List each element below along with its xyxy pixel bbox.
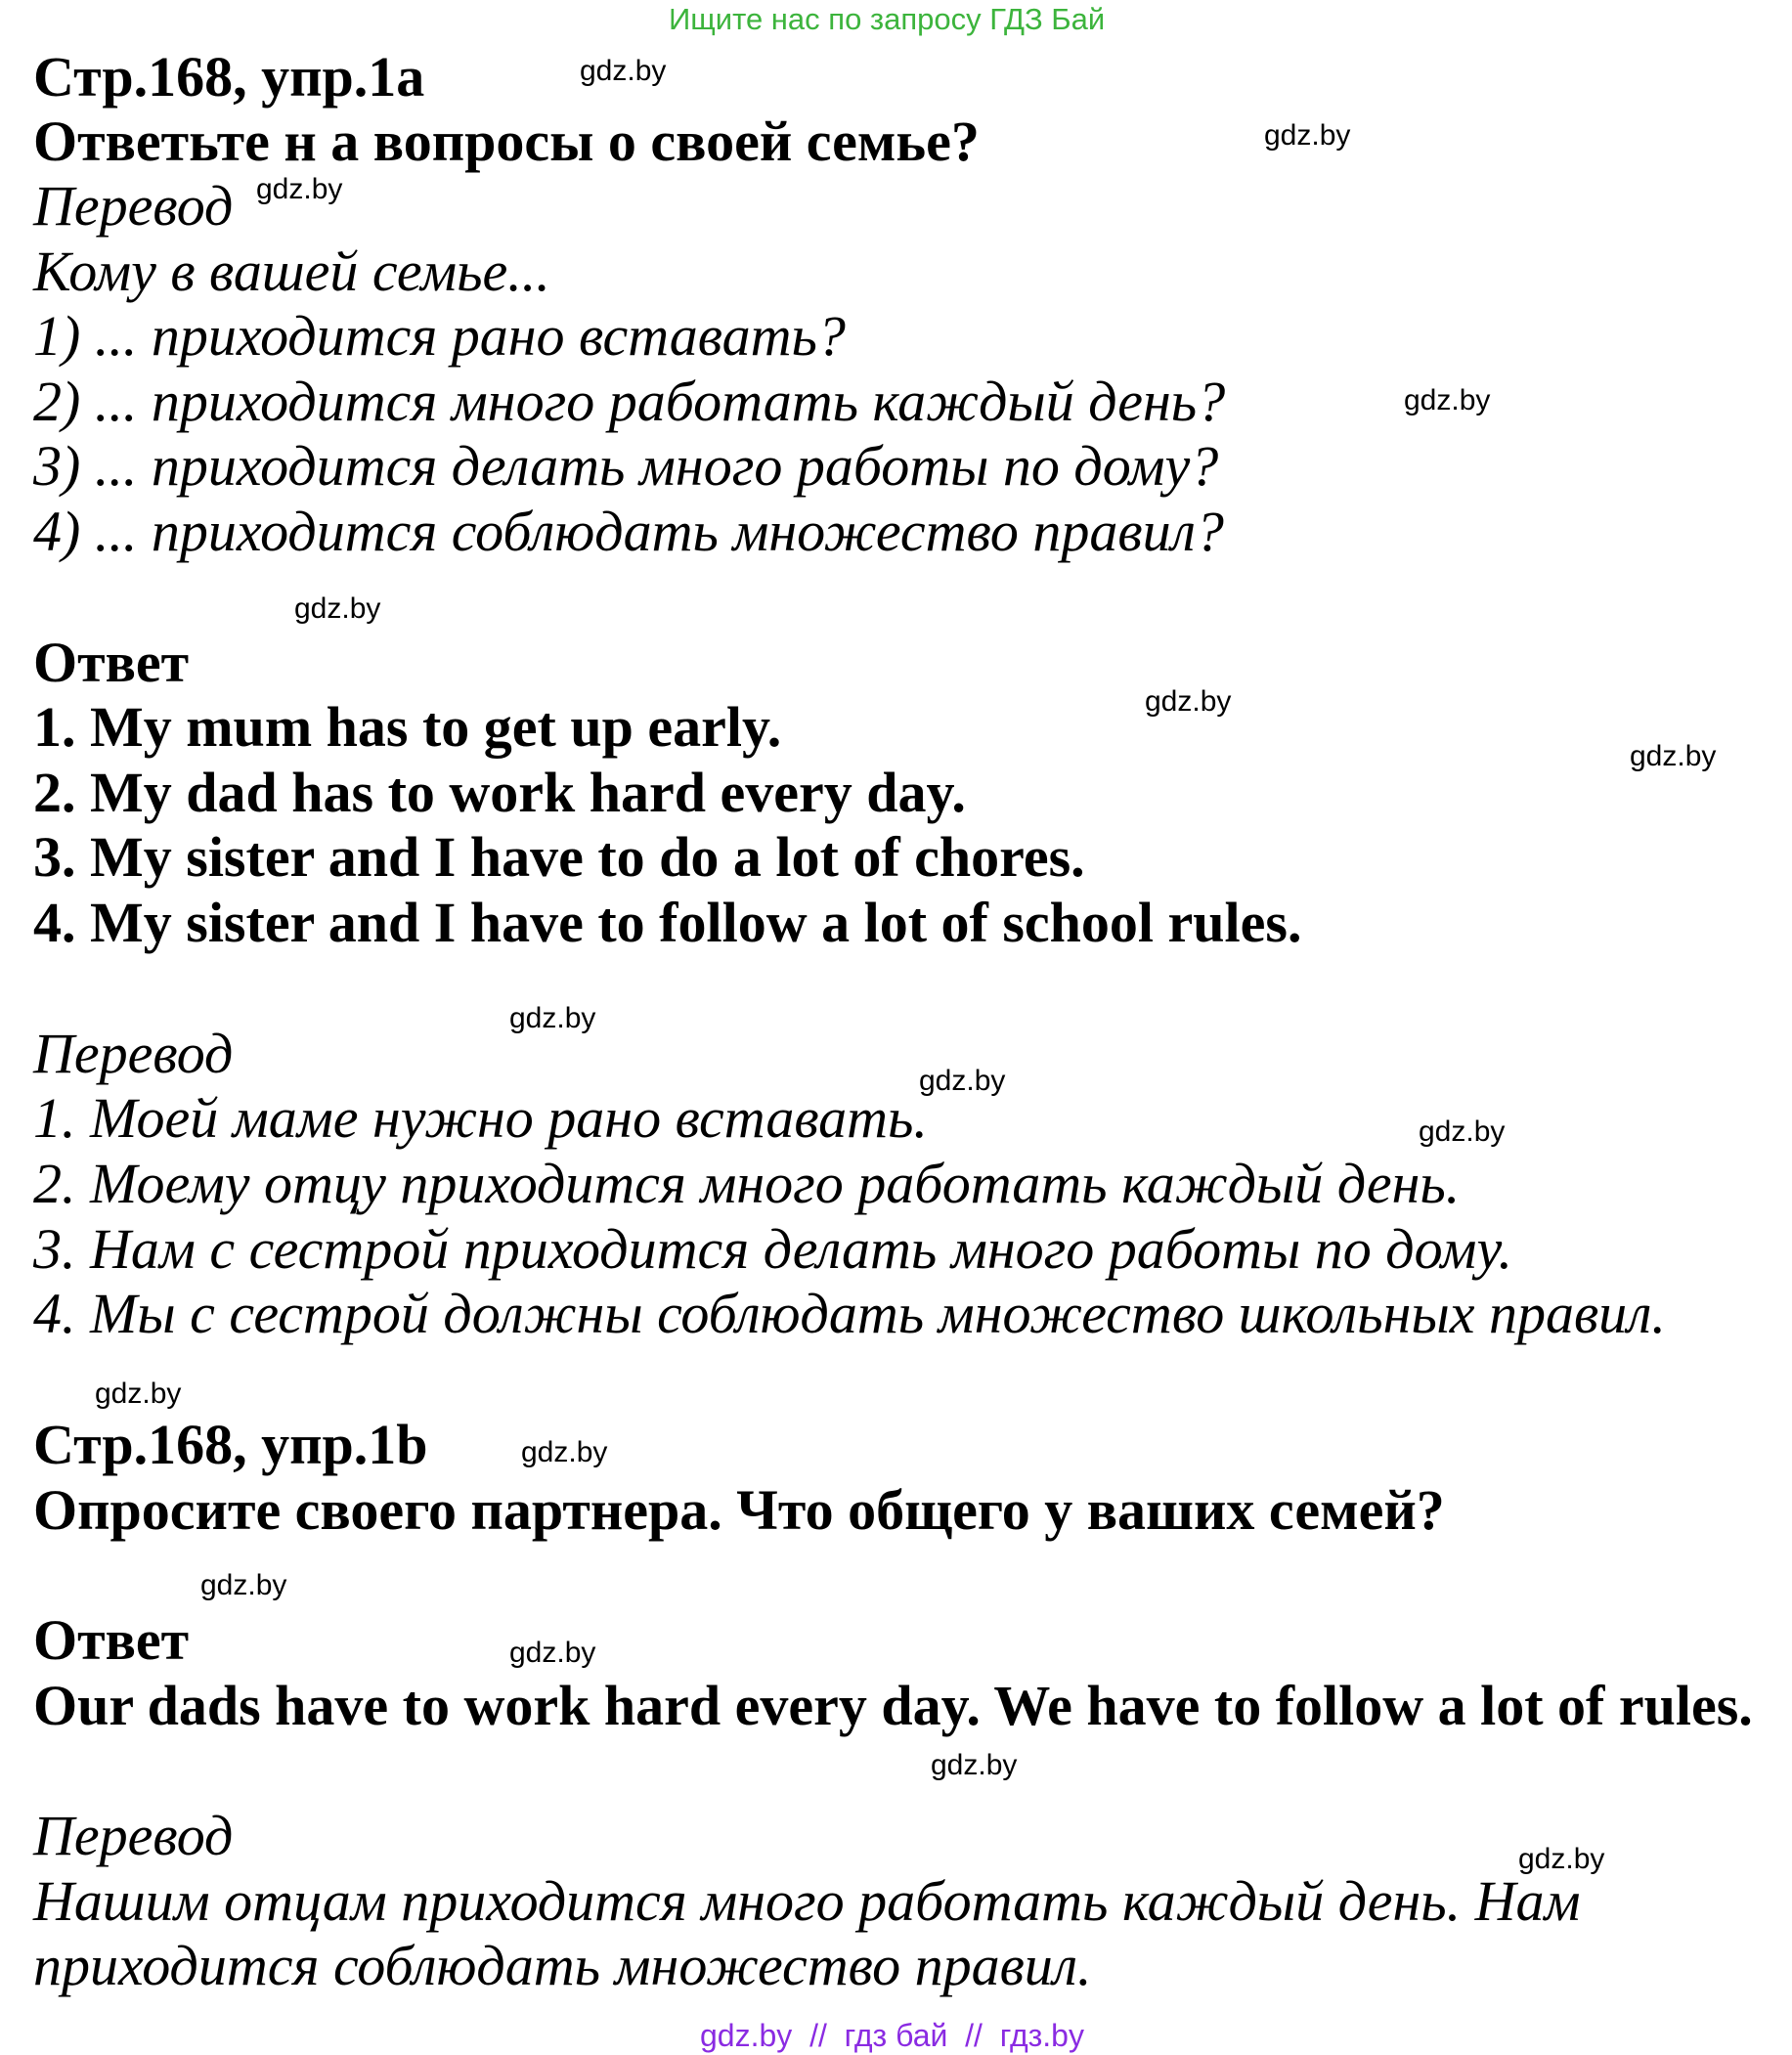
- exercise-1a-answer-translation: 1. Моей маме нужно рано вставать.: [33, 1086, 928, 1150]
- exercise-1a-answer: 4. My sister and I have to follow a lot of school rules.: [33, 891, 1302, 954]
- exercise-1a-question-intro: Кому в вашей семье...: [33, 240, 550, 303]
- exercise-1a-answer: 3. My sister and I have to do a lot of chores.: [33, 825, 1085, 889]
- watermark: gdz.by: [580, 55, 667, 87]
- exercise-1a-question: 3) ... приходится делать много работы по дому?: [33, 434, 1219, 498]
- watermark: gdz.by: [931, 1749, 1018, 1781]
- watermark: gdz.by: [509, 1637, 596, 1669]
- exercise-1a-answer-translation: 3. Нам с сестрой приходится делать много работы по дому.: [33, 1217, 1513, 1281]
- watermark: gdz.by: [1264, 119, 1351, 152]
- exercise-1a-answer-translation: 2. Моему отцу приходится много работать каждый день.: [33, 1152, 1461, 1215]
- exercise-1a-answer: 2. My dad has to work hard every day.: [33, 761, 966, 824]
- exercise-1b-translation: Нашим отцам приходится много работать каждый день. Нам: [33, 1869, 1581, 1933]
- top-banner: Ищите нас по запросу ГДЗ Бай: [669, 2, 1106, 36]
- exercise-1a-translation-label: Перевод: [33, 174, 234, 238]
- watermark: gdz.by: [521, 1436, 608, 1468]
- exercise-1a-question: 1) ... приходится рано вставать?: [33, 304, 846, 368]
- exercise-1a-answer-translation-label: Перевод: [33, 1022, 234, 1085]
- exercise-1a-answer: 1. My mum has to get up early.: [33, 695, 782, 759]
- exercise-1a-task: Ответьте н а вопросы о своей семье?: [33, 109, 980, 173]
- exercise-1a-answer-translation: 4. Мы с сестрой должны соблюдать множество школьных правил.: [33, 1282, 1666, 1345]
- watermark: gdz.by: [294, 592, 381, 625]
- exercise-1a-question: 2) ... приходится много работать каждый день?: [33, 370, 1226, 433]
- watermark: gdz.by: [509, 1002, 596, 1034]
- watermark: gdz.by: [1145, 685, 1232, 718]
- exercise-1b-answer: Our dads have to work hard every day. We have to follow a lot of rules.: [33, 1674, 1753, 1737]
- watermark: gdz.by: [1404, 384, 1491, 416]
- watermark: gdz.by: [200, 1569, 287, 1601]
- exercise-1b-answer-label: Ответ: [33, 1608, 190, 1672]
- bottom-banner: gdz.by // гдз бай // гдз.by: [700, 2018, 1084, 2053]
- exercise-1a-question: 4) ... приходится соблюдать множество правил?: [33, 500, 1224, 563]
- watermark: gdz.by: [1419, 1115, 1506, 1148]
- exercise-1b-title: Стр.168, упр.1b: [33, 1413, 428, 1476]
- watermark: gdz.by: [1518, 1843, 1605, 1875]
- watermark: gdz.by: [256, 173, 343, 205]
- exercise-1a-title: Стр.168, упр.1a: [33, 45, 425, 109]
- exercise-1b-translation-label: Перевод: [33, 1804, 234, 1867]
- watermark: gdz.by: [919, 1065, 1006, 1097]
- watermark: gdz.by: [95, 1377, 182, 1410]
- exercise-1a-answer-label: Ответ: [33, 631, 190, 694]
- exercise-1b-task: Опросите своего партнера. Что общего у ваших семей?: [33, 1478, 1445, 1542]
- exercise-1b-translation: приходится соблюдать множество правил.: [33, 1934, 1092, 1997]
- watermark: gdz.by: [1630, 740, 1717, 772]
